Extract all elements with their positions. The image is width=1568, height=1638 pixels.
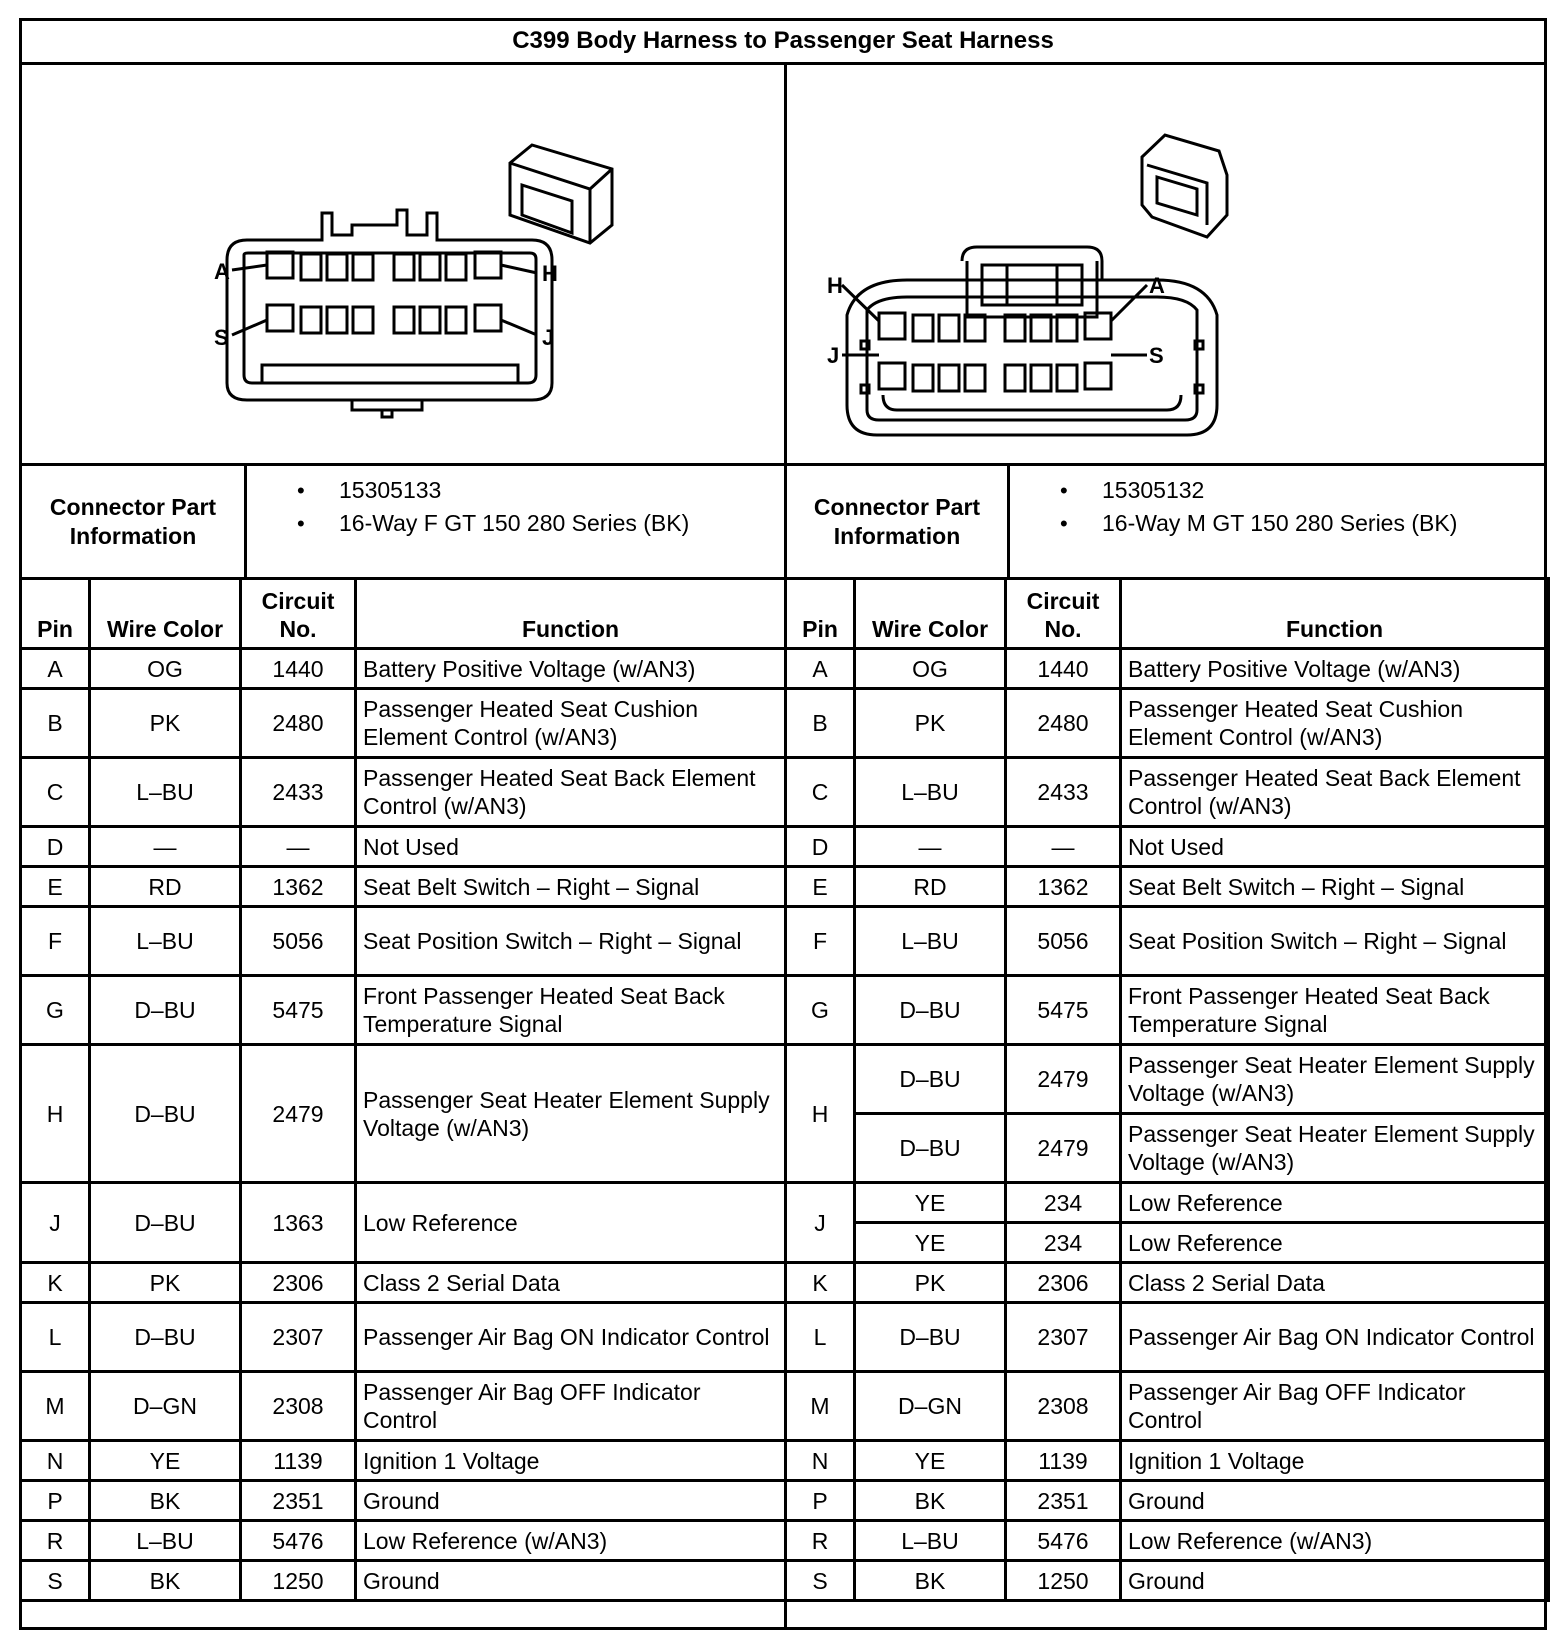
table-row (786, 1521, 1549, 1561)
table-row (21, 1045, 786, 1183)
function-cell: Low Reference (1121, 1183, 1549, 1223)
connector-part-label-right: Connector Part Information (813, 493, 981, 549)
circuit-cell: 5476 (1006, 1521, 1121, 1561)
wire-color-cell: BK (855, 1481, 1006, 1521)
wire-color-cell: PK (90, 1263, 241, 1303)
wire-color-cell: YE (90, 1441, 241, 1481)
circuit-cell: 1139 (1006, 1441, 1121, 1481)
table-row (786, 907, 1549, 976)
wire-color-cell: — (855, 827, 1006, 867)
pin-cell: R (786, 1521, 855, 1561)
connector-part-info-left (247, 466, 784, 577)
col-function: Function (356, 579, 786, 649)
wire-color-cell: OG (855, 649, 1006, 689)
page-title: C399 Body Harness to Passenger Seat Harness (22, 21, 1544, 65)
table-row (21, 1263, 786, 1303)
table-row (786, 1183, 1549, 1223)
circuit-cell: 2307 (241, 1303, 356, 1372)
wire-color-cell: D–BU (90, 1303, 241, 1372)
table-row (786, 1263, 1549, 1303)
circuit-cell: 1139 (241, 1441, 356, 1481)
circuit-cell: 2480 (1006, 689, 1121, 758)
function-cell: Passenger Air Bag ON Indicator Control (1121, 1303, 1549, 1372)
col-function: Function (1121, 579, 1549, 649)
male-connector-face-icon (787, 65, 1547, 463)
table-row (21, 976, 786, 1045)
pin-cell: H (786, 1045, 855, 1183)
function-cell: Seat Position Switch – Right – Signal (356, 907, 786, 976)
circuit-cell: 2308 (241, 1372, 356, 1441)
pin-cell: C (21, 758, 90, 827)
pin-cell: F (786, 907, 855, 976)
circuit-cell: 1362 (241, 867, 356, 907)
wire-color-cell: BK (855, 1561, 1006, 1601)
wire-color-cell: PK (855, 689, 1006, 758)
table-row (786, 976, 1549, 1045)
wire-color-cell: — (90, 827, 241, 867)
pin-cell: B (786, 689, 855, 758)
table-row (786, 827, 1549, 867)
connector-part-info-right (1010, 466, 1547, 577)
pin-cell: L (21, 1303, 90, 1372)
function-cell: Seat Belt Switch – Right – Signal (1121, 867, 1549, 907)
function-cell: Front Passenger Heated Seat Back Temperature Signal (356, 976, 786, 1045)
function-cell: Passenger Seat Heater Element Supply Voltage (w/AN3) (1121, 1114, 1549, 1183)
pin-cell: N (786, 1441, 855, 1481)
function-cell: Passenger Air Bag ON Indicator Control (356, 1303, 786, 1372)
part-description: • 16-Way F GT 150 280 Series (BK) (247, 507, 784, 540)
wire-color-cell: D–BU (855, 1114, 1006, 1183)
wire-color-cell: PK (90, 689, 241, 758)
pin-cell: M (786, 1372, 855, 1441)
circuit-cell: 1362 (1006, 867, 1121, 907)
wire-color-cell: D–BU (90, 1045, 241, 1183)
pin-cell: D (21, 827, 90, 867)
table-row (21, 907, 786, 976)
circuit-cell: 2479 (1006, 1045, 1121, 1114)
connector-sheet (19, 18, 1547, 1630)
pin-cell: P (786, 1481, 855, 1521)
table-row (21, 758, 786, 827)
function-cell: Ground (356, 1481, 786, 1521)
table-row (786, 1045, 1549, 1114)
function-cell: Low Reference (w/AN3) (1121, 1521, 1549, 1561)
col-circuit: Circuit No. (1006, 579, 1121, 649)
function-cell: Ignition 1 Voltage (356, 1441, 786, 1481)
function-cell: Class 2 Serial Data (1121, 1263, 1549, 1303)
table-row (21, 1561, 786, 1601)
function-cell: Not Used (356, 827, 786, 867)
circuit-cell: 5056 (241, 907, 356, 976)
pin-cell: E (786, 867, 855, 907)
pin-cell: E (21, 867, 90, 907)
circuit-cell: 2306 (1006, 1263, 1121, 1303)
circuit-cell: — (1006, 827, 1121, 867)
circuit-cell: 2433 (241, 758, 356, 827)
pin-cell: R (21, 1521, 90, 1561)
wire-color-cell: L–BU (90, 758, 241, 827)
circuit-cell: 1440 (241, 649, 356, 689)
table-row (786, 1372, 1549, 1441)
table-row (786, 649, 1549, 689)
pin-label-bottom-left: S (214, 325, 229, 350)
pin-cell: B (21, 689, 90, 758)
pin-cell: S (21, 1561, 90, 1601)
table-row (21, 1183, 786, 1263)
circuit-cell: 1250 (1006, 1561, 1121, 1601)
pin-label-bottom-left: J (827, 343, 840, 368)
pin-cell: J (21, 1183, 90, 1263)
function-cell: Passenger Seat Heater Element Supply Voltage (w/AN3) (356, 1045, 786, 1183)
function-cell: Battery Positive Voltage (w/AN3) (1121, 649, 1549, 689)
pin-cell: L (786, 1303, 855, 1372)
connector-part-label-left: Connector Part Information (49, 493, 217, 549)
pin-cell: N (21, 1441, 90, 1481)
part-number: • 15305133 (247, 474, 784, 507)
pin-cell: J (786, 1183, 855, 1263)
function-cell: Not Used (1121, 827, 1549, 867)
col-pin: Pin (21, 579, 90, 649)
circuit-cell: 1440 (1006, 649, 1121, 689)
pin-cell: A (21, 649, 90, 689)
pinout-table-right (784, 577, 1550, 1602)
table-row (21, 689, 786, 758)
wire-color-cell: L–BU (90, 1521, 241, 1561)
function-cell: Battery Positive Voltage (w/AN3) (356, 649, 786, 689)
table-row (21, 1303, 786, 1372)
col-wire-color: Wire Color (855, 579, 1006, 649)
col-pin: Pin (786, 579, 855, 649)
circuit-cell: 1363 (241, 1183, 356, 1263)
table-row (21, 1481, 786, 1521)
pin-label-top-left: A (214, 259, 230, 284)
function-cell: Low Reference (w/AN3) (356, 1521, 786, 1561)
circuit-cell: 2433 (1006, 758, 1121, 827)
circuit-cell: 2308 (1006, 1372, 1121, 1441)
table-row (786, 1223, 1549, 1263)
table-row (786, 1441, 1549, 1481)
pin-cell: C (786, 758, 855, 827)
table-row (21, 1441, 786, 1481)
table-row (786, 1303, 1549, 1372)
table-row (786, 1561, 1549, 1601)
function-cell: Ground (1121, 1481, 1549, 1521)
pin-label-top-right: A (1149, 273, 1165, 298)
wire-color-cell: RD (855, 867, 1006, 907)
col-circuit: Circuit No. (241, 579, 356, 649)
female-connector-face-icon (22, 65, 784, 463)
circuit-cell: 2306 (241, 1263, 356, 1303)
circuit-cell: 2307 (1006, 1303, 1121, 1372)
function-cell: Seat Position Switch – Right – Signal (1121, 907, 1549, 976)
wire-color-cell: D–GN (855, 1372, 1006, 1441)
pin-cell: D (786, 827, 855, 867)
wire-color-cell: D–BU (90, 1183, 241, 1263)
pin-label-bottom-right: S (1149, 343, 1164, 368)
circuit-cell: — (241, 827, 356, 867)
pin-label-top-right: H (542, 261, 558, 286)
wire-color-cell: L–BU (90, 907, 241, 976)
circuit-cell: 2351 (241, 1481, 356, 1521)
pin-cell: G (786, 976, 855, 1045)
col-wire-color: Wire Color (90, 579, 241, 649)
function-cell: Passenger Seat Heater Element Supply Voltage (w/AN3) (1121, 1045, 1549, 1114)
wire-color-cell: PK (855, 1263, 1006, 1303)
wire-color-cell: YE (855, 1223, 1006, 1263)
table-row (21, 827, 786, 867)
function-cell: Class 2 Serial Data (356, 1263, 786, 1303)
pin-cell: S (786, 1561, 855, 1601)
pin-cell: F (21, 907, 90, 976)
table-row (21, 867, 786, 907)
wire-color-cell: L–BU (855, 1521, 1006, 1561)
part-number: • 15305132 (1010, 474, 1547, 507)
wire-color-cell: L–BU (855, 907, 1006, 976)
table-row (786, 689, 1549, 758)
circuit-cell: 5475 (241, 976, 356, 1045)
table-row (786, 1481, 1549, 1521)
part-description: • 16-Way M GT 150 280 Series (BK) (1010, 507, 1547, 540)
pin-cell: H (21, 1045, 90, 1183)
table-row (21, 649, 786, 689)
function-cell: Passenger Heated Seat Cushion Element Control (w/AN3) (356, 689, 786, 758)
pin-cell: K (21, 1263, 90, 1303)
function-cell: Passenger Heated Seat Cushion Element Control (w/AN3) (1121, 689, 1549, 758)
pin-cell: G (21, 976, 90, 1045)
wire-color-cell: D–BU (855, 976, 1006, 1045)
circuit-cell: 5056 (1006, 907, 1121, 976)
table-row (786, 1114, 1549, 1183)
circuit-cell: 234 (1006, 1223, 1121, 1263)
circuit-cell: 2479 (1006, 1114, 1121, 1183)
table-row (21, 1521, 786, 1561)
pin-cell: M (21, 1372, 90, 1441)
circuit-cell: 2479 (241, 1045, 356, 1183)
function-cell: Passenger Heated Seat Back Element Control (w/AN3) (356, 758, 786, 827)
table-row (786, 758, 1549, 827)
function-cell: Low Reference (356, 1183, 786, 1263)
circuit-cell: 5475 (1006, 976, 1121, 1045)
function-cell: Seat Belt Switch – Right – Signal (356, 867, 786, 907)
circuit-cell: 2480 (241, 689, 356, 758)
function-cell: Ignition 1 Voltage (1121, 1441, 1549, 1481)
function-cell: Ground (1121, 1561, 1549, 1601)
wire-color-cell: BK (90, 1481, 241, 1521)
circuit-cell: 2351 (1006, 1481, 1121, 1521)
function-cell: Passenger Heated Seat Back Element Control (w/AN3) (1121, 758, 1549, 827)
pinout-table-left (19, 577, 787, 1602)
wire-color-cell: BK (90, 1561, 241, 1601)
pin-label-top-left: H (827, 273, 843, 298)
pin-cell: K (786, 1263, 855, 1303)
wire-color-cell: YE (855, 1183, 1006, 1223)
circuit-cell: 1250 (241, 1561, 356, 1601)
wire-color-cell: D–BU (855, 1045, 1006, 1114)
wire-color-cell: D–BU (855, 1303, 1006, 1372)
function-cell: Ground (356, 1561, 786, 1601)
wire-color-cell: RD (90, 867, 241, 907)
male-connector-diagram (787, 65, 1547, 463)
function-cell: Passenger Air Bag OFF Indicator Control (356, 1372, 786, 1441)
pin-cell: A (786, 649, 855, 689)
circuit-cell: 5476 (241, 1521, 356, 1561)
wire-color-cell: OG (90, 649, 241, 689)
wire-color-cell: D–BU (90, 976, 241, 1045)
pin-cell: P (21, 1481, 90, 1521)
function-cell: Front Passenger Heated Seat Back Temperature Signal (1121, 976, 1549, 1045)
circuit-cell: 234 (1006, 1183, 1121, 1223)
wire-color-cell: L–BU (855, 758, 1006, 827)
table-row (21, 1372, 786, 1441)
table-row (786, 867, 1549, 907)
function-cell: Low Reference (1121, 1223, 1549, 1263)
function-cell: Passenger Air Bag OFF Indicator Control (1121, 1372, 1549, 1441)
wire-color-cell: YE (855, 1441, 1006, 1481)
pin-label-bottom-right: J (542, 325, 555, 350)
female-connector-diagram (22, 65, 784, 463)
wire-color-cell: D–GN (90, 1372, 241, 1441)
